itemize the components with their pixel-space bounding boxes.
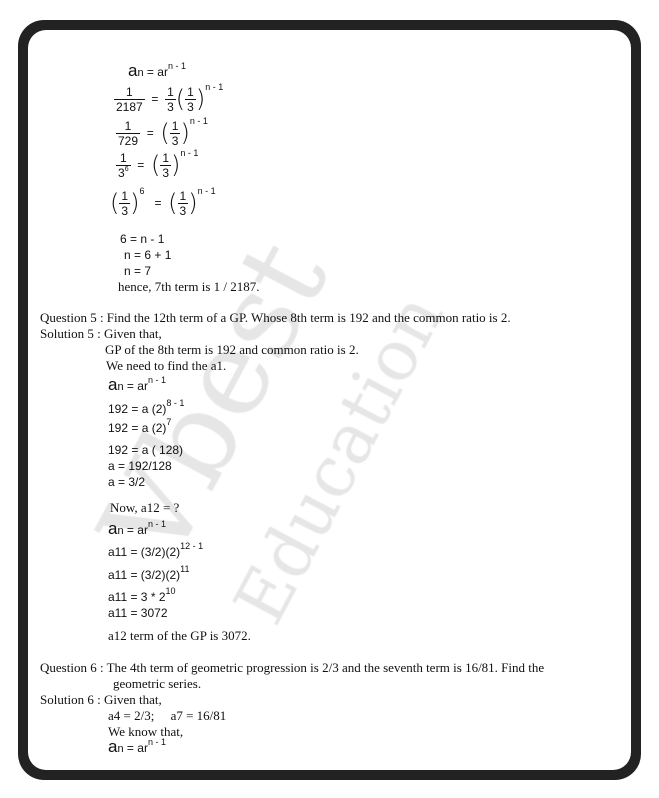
solution-6-header: Solution 6 : Given that, xyxy=(40,692,162,707)
text-line: a4 = 2/3; a7 = 16/81 xyxy=(108,708,227,723)
answer-line: a12 term of the GP is 3072. xyxy=(108,628,251,643)
formula-line: an = $ar^{n - 1}$ xyxy=(108,519,166,538)
step-line: 192 = a ( 128) xyxy=(108,443,184,457)
equation-line: $\frac{1}{3^6}$ = ( $\frac{1}{3}$ ) n - 1 xyxy=(118,148,199,180)
formula-line: an = $ar^{n - 1}$ xyxy=(108,737,166,756)
exponent: n - 1 xyxy=(197,186,216,196)
text-line: Now, a12 = ? xyxy=(110,500,180,515)
question-6: Question 6 : The 4th term of geometric progression is 2/3 and the seventh term is 16/81. Find the xyxy=(40,660,545,675)
step-line: a = 3/2 xyxy=(108,475,146,489)
text-line: We know that, xyxy=(108,724,184,739)
exponent: n - 1 xyxy=(205,82,224,92)
equation-line: ( $\frac{1}{3}$ ) 6 = ( $\frac{1}{3}$ ) n - 1 xyxy=(110,186,216,218)
step-line: n = 6 + 1 xyxy=(124,248,172,262)
exponent: n - 1 xyxy=(189,116,208,126)
equation-line: $\frac{1}{2187}$ = $\frac{1}{3}$ ( $\frac{1}{3}$ ) n - 1 xyxy=(116,82,224,114)
step-line: a11 = 3072 xyxy=(108,606,168,620)
formula-line: an = $ar^{n - 1}$ xyxy=(108,375,166,394)
text-line: We need to find the a1. xyxy=(106,358,227,373)
step-line: $a11 = (3/2)(2)^{12 - 1}$ xyxy=(108,541,204,559)
exponent: n - 1 xyxy=(180,148,199,158)
step-line: 6 = n - 1 xyxy=(120,232,165,246)
step-line: $a11 = (3/2)(2)^{11}$ xyxy=(108,564,190,582)
step-line: n = 7 xyxy=(124,264,152,278)
step-line: $a11 = 3 * 2^{10}$ xyxy=(108,586,176,604)
formula-line: an = $ar^{n - 1}$ xyxy=(128,61,186,80)
question-6-cont: geometric series. xyxy=(113,676,202,691)
text-line: GP of the 8th term is 192 and common ratio is 2. xyxy=(105,342,359,357)
solution-5-header: Solution 5 : Given that, xyxy=(40,326,162,341)
conclusion-line: hence, 7th term is 1 / 2187. xyxy=(118,279,260,294)
step-line: a = 192/128 xyxy=(108,459,172,473)
question-5: Question 5 : Find the 12th term of a GP. Whose 8th term is 192 and the common ratio is 2. xyxy=(40,310,511,325)
equation-line: $\frac{1}{729}$ = ( $\frac{1}{3}$ ) n - 1 xyxy=(118,116,208,148)
step-line: 192 = a $(2)^{8 - 1}$ xyxy=(108,398,185,416)
step-line: 192 = a $(2)^7$ xyxy=(108,417,172,435)
